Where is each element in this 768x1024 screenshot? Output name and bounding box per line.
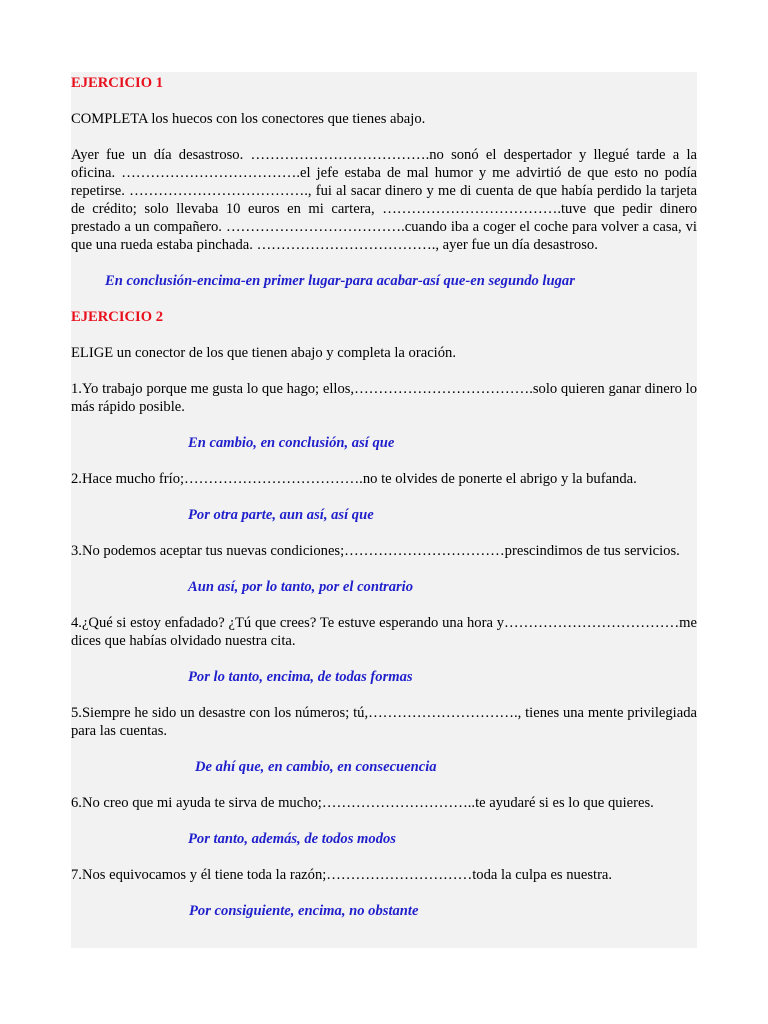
sentence-5: 5.Siempre he sido un desastre con los números; tú,…………………………., tienes una mente privilegiada para las cuentas. — [71, 705, 697, 739]
options-2: Por otra parte, aun así, así que — [188, 507, 374, 523]
sentence-2: 2.Hace mucho frío;……………………………….no te olvides de ponerte el abrigo y la bufanda. — [71, 471, 637, 487]
sentence-1: 1.Yo trabajo porque me gusta lo que hago; ellos,……………………………….solo quieren ganar dinero lo más rápido posible. — [71, 381, 697, 415]
options-3: Aun así, por lo tanto, por el contrario — [188, 579, 414, 595]
options-1: En cambio, en conclusión, así que — [188, 435, 395, 451]
exercise-1-connectors: En conclusión-encima-en primer lugar-para acabar-así que-en segundo lugar — [105, 273, 575, 289]
sentence-3: 3.No podemos aceptar tus nuevas condiciones;……………………………prescindimos de tus servicios. — [71, 543, 680, 559]
exercise-1-paragraph: Ayer fue un día desastroso. ……………………………….no sonó el despertador y llegué tarde a la oficina. ……………………………….el jefe estaba de mal humor y me advirtió de que esto no podía repetirse. ………………………………., fui al sacar dinero y me di cuenta de que había perdido la tarjeta de crédito; solo llevaba 10 euros en mi cartera, ……………………………….tuve que pedir dinero prestado a un compañero. ……………………………….cuando iba a coger el coche para volver a casa, vi que una rueda estaba pinchada. ………………………………., ayer fue un día desastroso. — [71, 147, 697, 253]
sentence-6: 6.No creo que mi ayuda te sirva de mucho;…………………………..te ayudaré si es lo que quieres. — [71, 795, 654, 811]
exercise-2-title: EJERCICIO 2 — [71, 309, 164, 325]
sentence-7: 7.Nos equivocamos y él tiene toda la razón;…………………………toda la culpa es nuestra. — [71, 867, 613, 883]
options-7: Por consiguiente, encima, no obstante — [189, 903, 419, 919]
document-content — [71, 74, 697, 938]
options-6: Por tanto, además, de todos modos — [188, 831, 396, 847]
exercise-2-instruction: ELIGE un conector de los que tienen abajo y completa la oración. — [71, 345, 456, 361]
exercise-1-instruction: COMPLETA los huecos con los conectores que tienes abajo. — [71, 111, 426, 127]
options-4: Por lo tanto, encima, de todas formas — [188, 669, 413, 685]
sentence-4: 4.¿Qué si estoy enfadado? ¿Tú que crees? Te estuve esperando una hora y………………………………me dices que habías olvidado nuestra cita. — [71, 615, 697, 649]
exercise-1-title: EJERCICIO 1 — [71, 75, 164, 91]
options-5: De ahí que, en cambio, en consecuencia — [195, 759, 437, 775]
